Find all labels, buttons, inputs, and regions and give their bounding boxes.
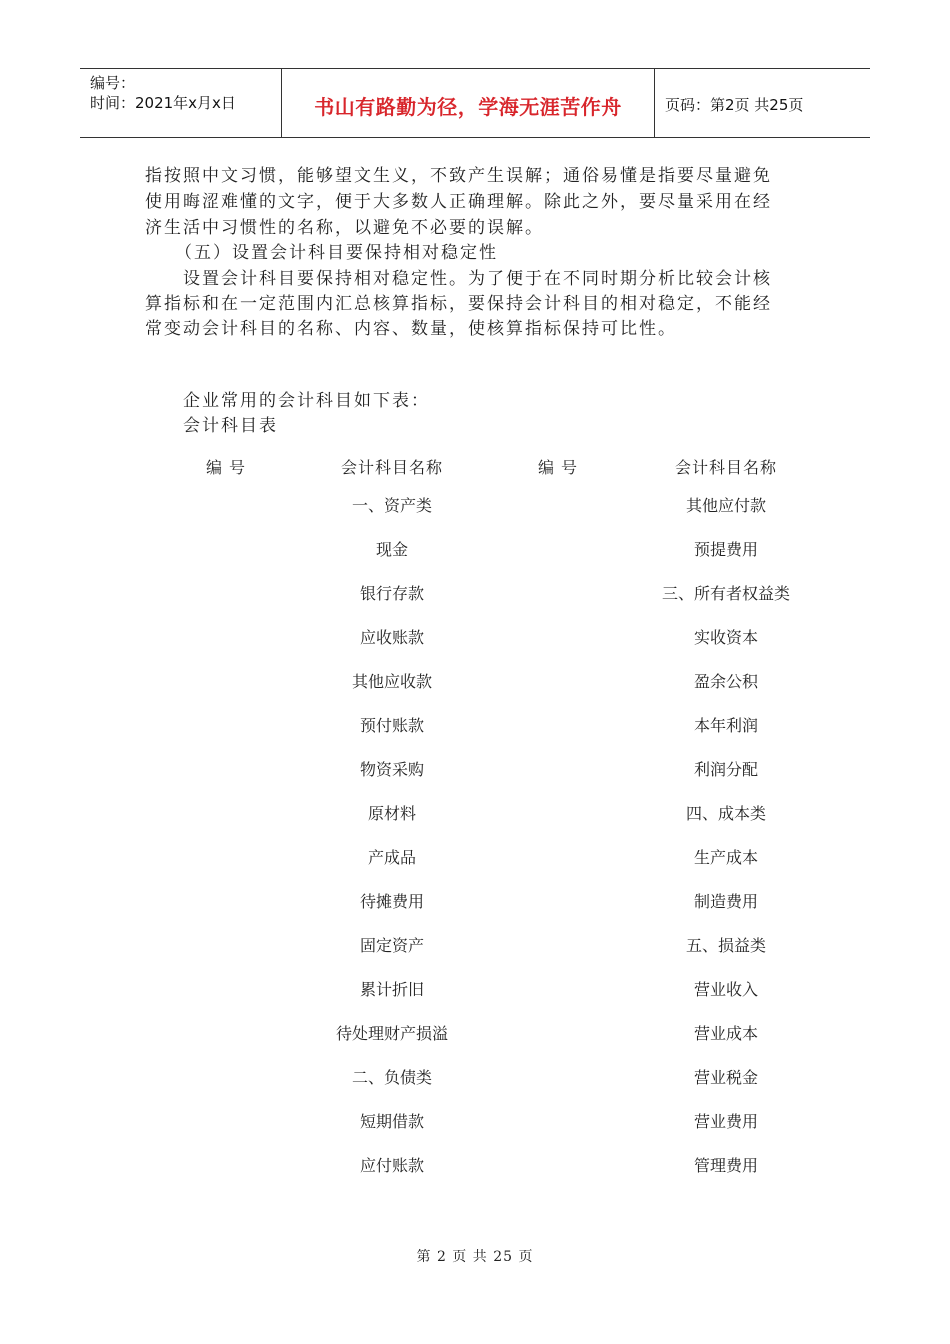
table-cell-name-left: 物资采购 <box>359 760 425 779</box>
table-cell-name-right: 营业收入 <box>693 980 759 999</box>
page-header <box>80 68 870 138</box>
table-cell-name-right: 三、所有者权益类 <box>661 584 791 603</box>
table-cell-name-left: 应收账款 <box>359 628 425 647</box>
table-header-code-2: 编 号 <box>537 458 579 477</box>
table-cell-name-right: 管理费用 <box>693 1156 759 1175</box>
paragraph-line: 使用晦涩难懂的文字，便于大多数人正确理解。除此之外，要尽量采用在经 <box>145 192 772 212</box>
page-footer: 第 2 页 共 25 页 <box>416 1249 534 1265</box>
table-header-name-2: 会计科目名称 <box>674 458 778 477</box>
table-cell-name-left: 原材料 <box>367 804 417 823</box>
table-cell-name-right: 预提费用 <box>693 540 759 559</box>
table-cell-name-right: 盈余公积 <box>693 672 759 691</box>
table-cell-name-right: 实收资本 <box>693 628 759 647</box>
paragraph-line: 常变动会计科目的名称、内容、数量，使核算指标保持可比性。 <box>145 319 677 339</box>
table-cell-name-left: 待处理财产损溢 <box>335 1024 449 1043</box>
header-motto: 书山有路勤为径，学海无涯苦作舟 <box>314 95 622 119</box>
header-page-cell <box>655 69 870 137</box>
table-cell-name-right: 本年利润 <box>693 716 759 735</box>
paragraph-line: 算指标和在一定范围内汇总核算指标，要保持会计科目的相对稳定，不能经 <box>145 294 772 314</box>
table-cell-name-left: 短期借款 <box>359 1112 425 1131</box>
table-header-name-1: 会计科目名称 <box>340 458 444 477</box>
table-cell-name-right: 生产成本 <box>693 848 759 867</box>
table-cell-name-left: 待摊费用 <box>359 892 425 911</box>
table-cell-name-right: 其他应付款 <box>685 496 767 515</box>
table-cell-name-left: 应付账款 <box>359 1156 425 1175</box>
table-cell-name-left: 一、资产类 <box>351 496 433 515</box>
paragraph-line: 指按照中文习惯，能够望文生义，不致产生误解；通俗易懂是指要尽量避免 <box>145 166 772 186</box>
table-cell-name-left: 累计折旧 <box>359 980 425 999</box>
table-cell-name-right: 四、成本类 <box>685 804 767 823</box>
table-cell-name-right: 营业税金 <box>693 1068 759 1087</box>
table-cell-name-left: 预付账款 <box>359 716 425 735</box>
header-page-info: 页码：第2页 共25页 <box>665 96 804 114</box>
table-cell-name-right: 制造费用 <box>693 892 759 911</box>
table-title: 会计科目表 <box>183 416 278 436</box>
table-cell-name-right: 营业成本 <box>693 1024 759 1043</box>
table-cell-name-left: 产成品 <box>367 848 417 867</box>
table-cell-name-left: 银行存款 <box>359 584 425 603</box>
paragraph-line: 济生活中习惯性的名称，以避免不必要的误解。 <box>145 218 544 238</box>
table-cell-name-right: 营业费用 <box>693 1112 759 1131</box>
table-cell-name-right: 五、损益类 <box>685 936 767 955</box>
table-header-code-1: 编 号 <box>205 458 247 477</box>
table-cell-name-left: 固定资产 <box>359 936 425 955</box>
table-cell-name-right: 利润分配 <box>693 760 759 779</box>
table-cell-name-left: 二、负债类 <box>351 1068 433 1087</box>
header-meta-cell <box>80 69 282 137</box>
table-cell-name-left: 现金 <box>375 540 409 559</box>
header-motto-cell <box>282 69 655 137</box>
section-heading: （五）设置会计科目要保持相对稳定性 <box>175 243 498 263</box>
paragraph-line: 设置会计科目要保持相对稳定性。为了便于在不同时期分析比较会计核 <box>183 269 772 289</box>
table-intro: 企业常用的会计科目如下表： <box>183 391 430 411</box>
table-cell-name-left: 其他应收款 <box>351 672 433 691</box>
document-date-label: 时间：2021年x月x日 <box>90 94 236 112</box>
document-number-label: 编号： <box>90 74 136 92</box>
